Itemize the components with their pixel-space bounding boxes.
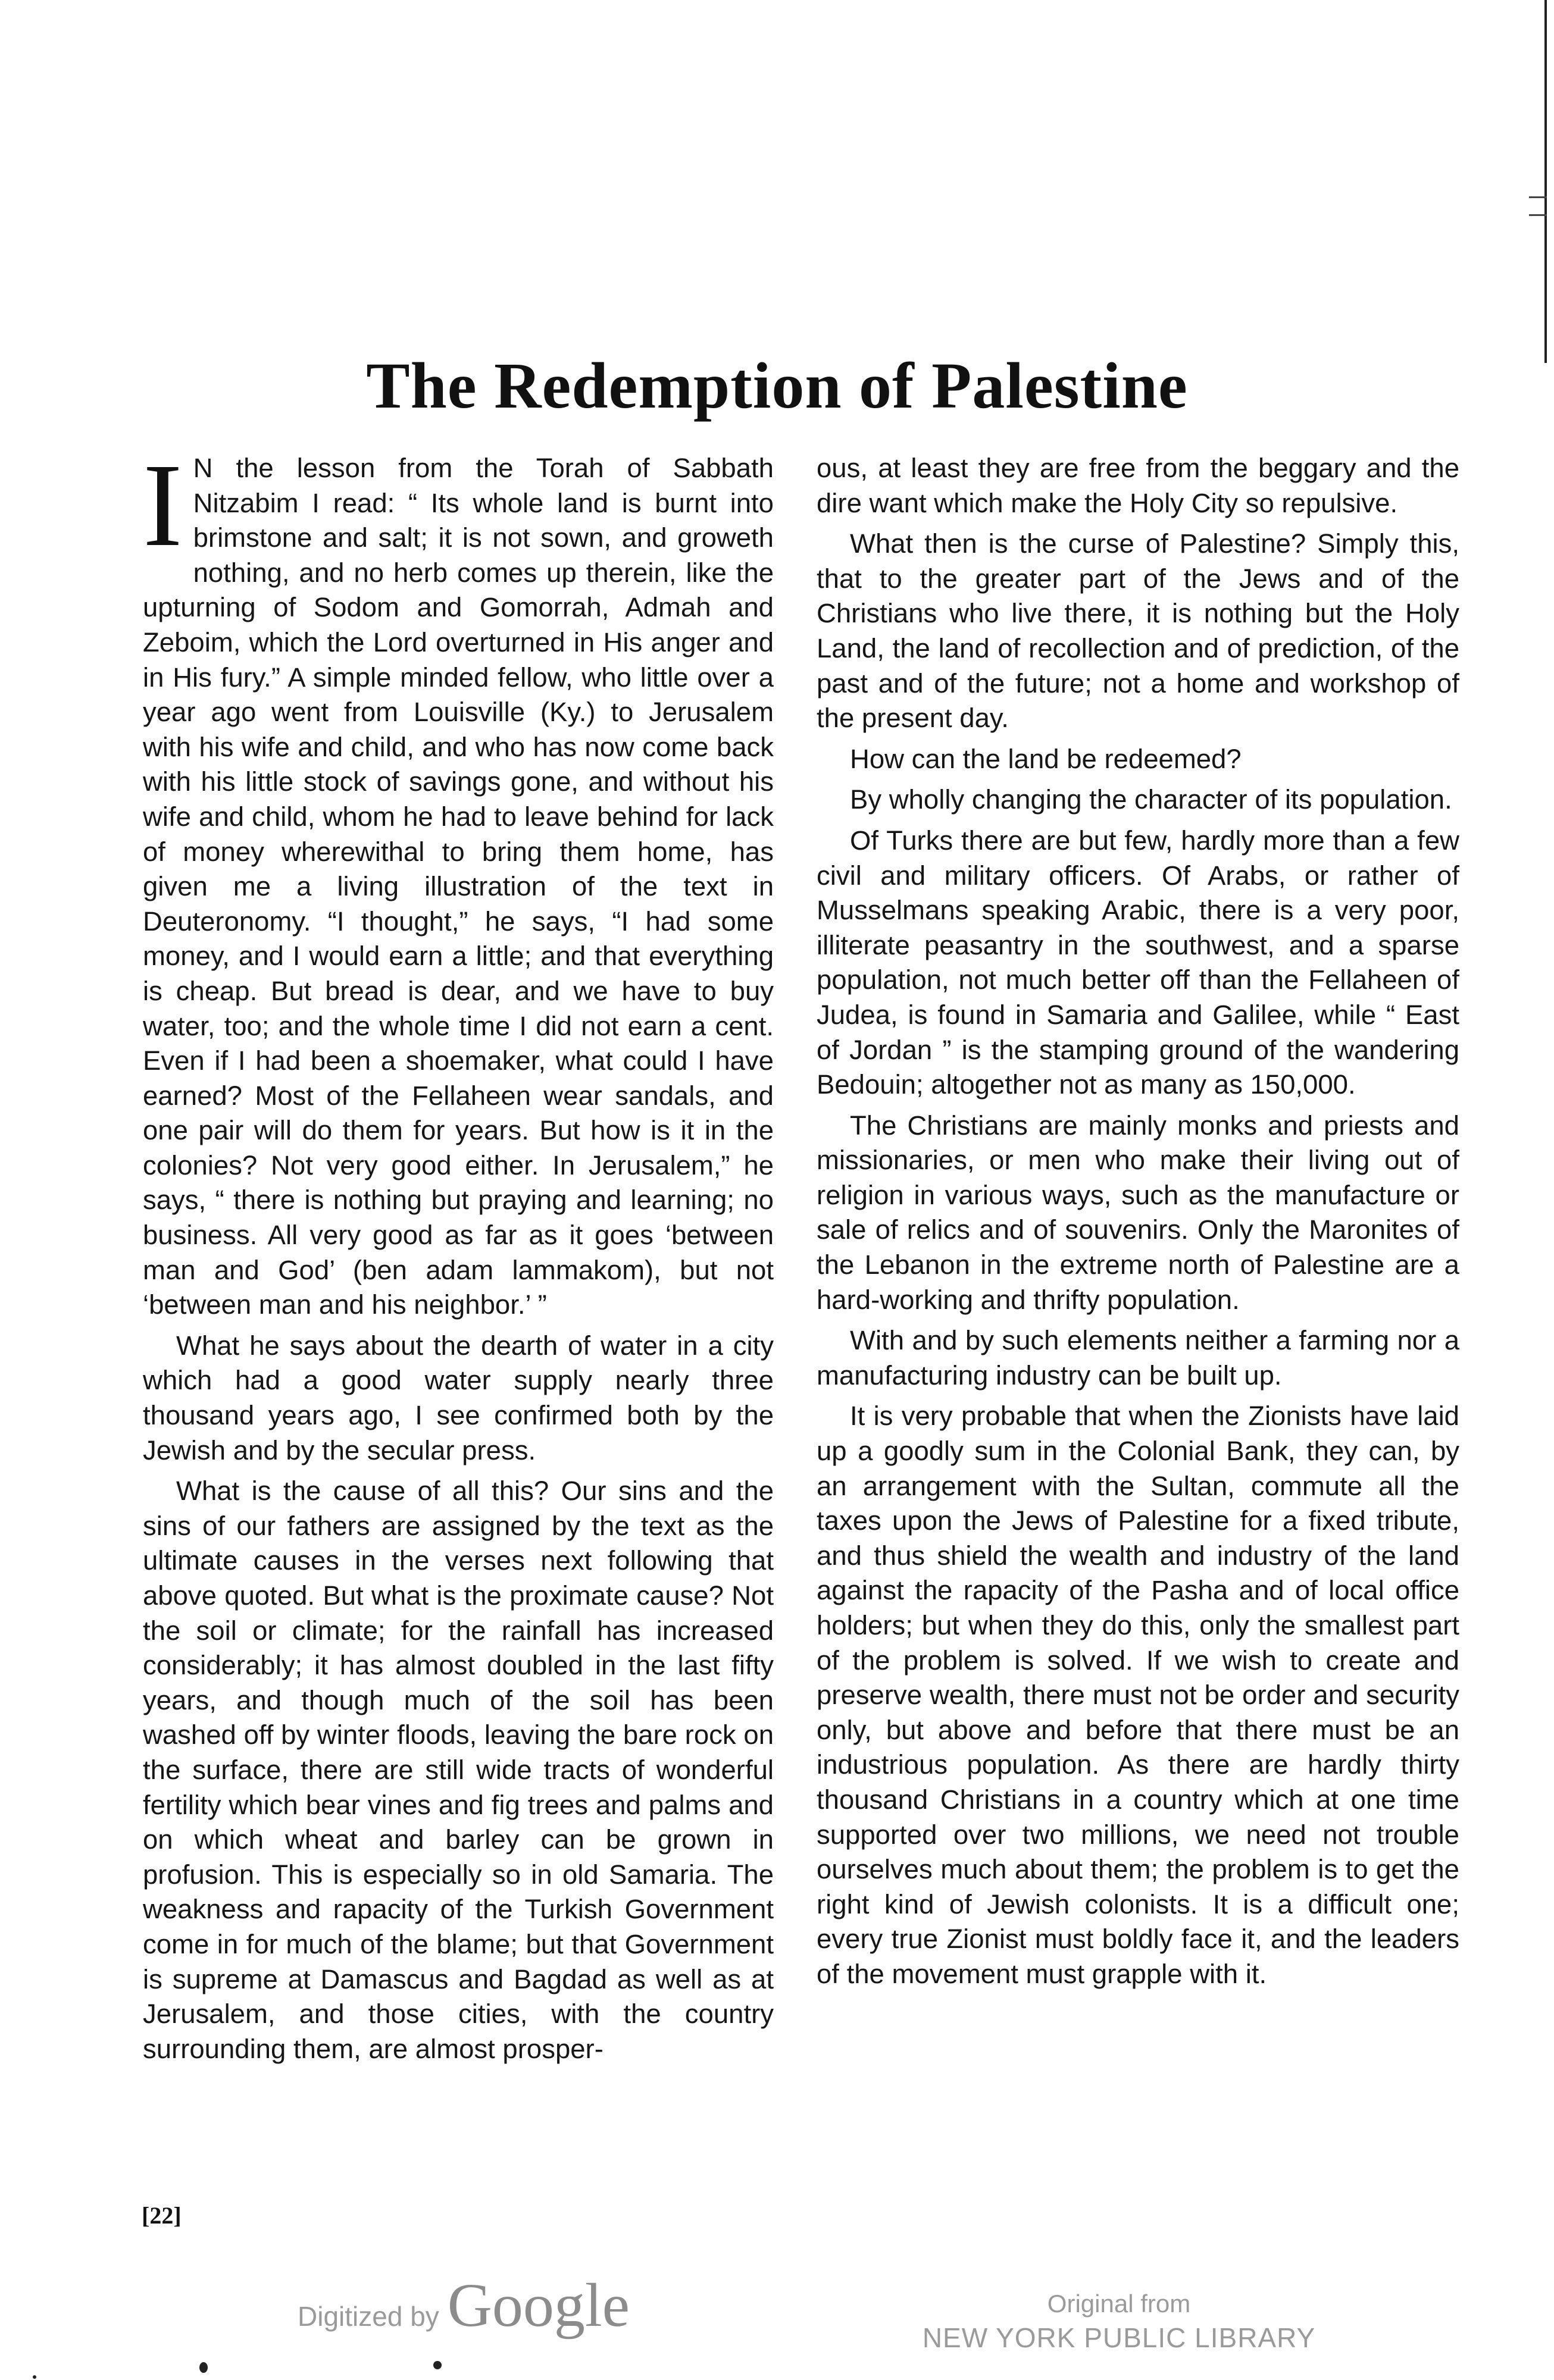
library-attribution — [905, 2288, 1333, 2356]
paragraph-text: N the lesson from the Torah of Sabbath Nitzabim I read: “ Its whole land is burnt into brimstone and salt; it is not sown, and groweth nothing, and no herb comes up therein, like the upturning of Sodom and Gomorrah, Admah and Zeboim, which the Lord overturned in His anger and in His fury.” A simple minded fellow, who little over a year ago went from Louisville (Ky.) to Jerusalem with his wife and child, and who has now come back with his little stock of savings gone, and without his wife and child, whom he had to leave behind for lack of money wherewithal to bring them home, has given me a living illustration of the text in Deuteronomy. “I thought,” he says, “I had some money, and I would earn a little; and that everything is cheap. But bread is dear, and we have to buy water, too; and the whole time I did not earn a cent. Even if I had been a shoemaker, what could I have earned? Most of the Fellaheen wear sandals, and one pair will do them for years. But how is it in the colonies? Not very good either. In Jerusalem,” he says, “ there is nothing but praying and learning; no business. All very good as far as it goes ‘between man and God’ (ben adam lammakom), but not ‘between man and his neighbor.’ ” — [143, 453, 774, 1320]
page-edge-line — [1544, 0, 1547, 363]
page-edge-tick — [1529, 196, 1547, 198]
paragraph: What is the cause of all this? Our sins and the sins of our fathers are assigned by the text as the ultimate causes in the verses next following that above quoted. But what is the proximate cause? Not the soil or climate; for the rainfall has increased considerably; it has almost doubled in the last fifty years, and though much of the soil has been washed off by winter floods, leaving the bare rock on the surface, there are still wide tracts of wonderful fertility which bear vines and fig trees and palms and on which wheat and barley can be grown in profusion. This is especially so in old Samaria. The weakness and rapacity of the Turkish Government come in for much of the blame; but that Government is supreme at Damascus and Bagdad as well as at Jerusalem, and those cities, with the country surrounding them, are almost prosper- — [143, 1476, 774, 2064]
paragraph: The Christians are mainly monks and priests and missionaries, or men who make their living out of religion in various ways, such as the manufacture or sale of relics and of souvenirs. Only the Maronites of the Lebanon in the extreme north of Palestine are a hard-working and thrifty population. — [817, 1110, 1459, 1315]
article-title: The Redemption of Palestine — [366, 349, 1188, 422]
ink-speck — [199, 2362, 208, 2373]
left-column — [143, 440, 774, 2072]
paragraph: What he says about the dearth of water in a city which had a good water supply nearly three thousand years ago, I see confirmed both by the Jewish and by the secular press. — [143, 1330, 774, 1465]
paragraph: It is very probable that when the Zionists have laid up a goodly sum in the Colonial Bank, they can, by an arrangement with the Sultan, commute all the taxes upon the Jews of Palestine for a fixed tribute, and thus shield the wealth and industry of the land against the rapacity of the Pasha and of local office holders; but when they do this, only the smallest part of the problem is solved. If we wish to create and preserve wealth, there must not be order and security only, but above and before that there must be an industrious population. As there are hardly thirty thousand Christians in a country which at one time supported over two millions, we need not trouble ourselves much about them; the problem is to get the right kind of Jewish colonists. It is a difficult one; every true Zionist must boldly face it, and the leaders of the movement must grapple with it. — [817, 1401, 1459, 1989]
page-number: [22] — [142, 2202, 182, 2229]
paragraph: With and by such elements neither a farming nor a manufacturing industry can be built up. — [817, 1325, 1459, 1391]
ink-speck — [433, 2361, 442, 2369]
paragraph: How can the land be redeemed? — [850, 743, 1242, 774]
original-from-label: Original from — [1047, 2290, 1191, 2318]
paragraph: By wholly changing the character of its population. — [850, 784, 1452, 815]
digitized-by-label: Digitized by — [298, 2301, 439, 2332]
drop-cap: I — [143, 440, 183, 571]
paragraph: ous, at least they are free from the beggary and the dire want which make the Holy City so repulsive. — [817, 453, 1459, 518]
library-name: NEW YORK PUBLIC LIBRARY — [922, 2322, 1316, 2353]
paragraph: Of Turks there are but few, hardly more than a few civil and military officers. Of Arabs, or rather of Musselmans speaking Arabic, there is a very poor, illiterate peasantry in the southwest, and a sparse population, not much better off than the Fellaheen of Judea, is found in Samaria and Galilee, while “ East of Jordan ” is the stamping ground of the wandering Bedouin; altogether not as many as 150,000. — [817, 825, 1459, 1100]
ink-speck — [33, 2375, 36, 2379]
right-column — [817, 451, 1459, 1998]
google-logo: Google — [447, 2271, 630, 2340]
digitized-by-watermark — [298, 2270, 630, 2341]
paragraph: What then is the curse of Palestine? Simply this, that to the greater part of the Jews and of the Christians who live there, it is nothing but the Holy Land, the land of recollection and of prediction, of the past and of the future; not a home and workshop of the present day. — [817, 528, 1459, 734]
page-edge-tick — [1529, 214, 1547, 216]
paragraph — [143, 440, 774, 1323]
